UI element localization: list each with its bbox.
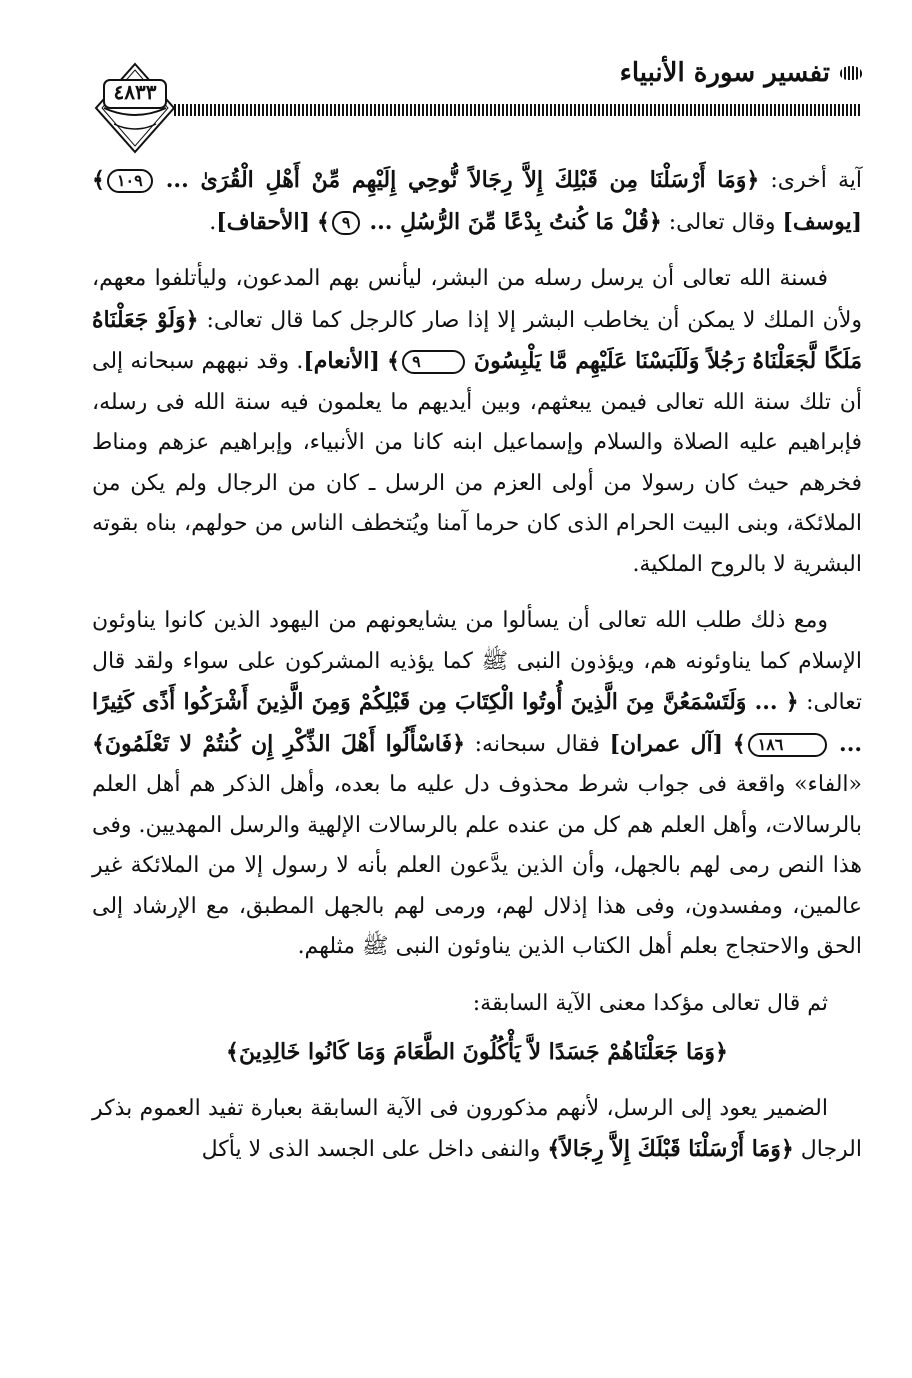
text: الضمير يعود إلى الرسل، لأنهم مذكورون فى الآية السابقة بعبارة تفيد العموم بذكر الرجال <box>92 1095 862 1162</box>
title-ornament-icon <box>840 66 862 80</box>
paragraph-1 <box>92 160 862 243</box>
text: . وقد نبههم سبحانه إلى أن تلك سنة الله تعالى فيمن يبعثهم، وبين أيديهم ما يعلمون فيه سنة الله فى رسله، فإبراهيم عليه الصلاة والسلام وإسماعيل ابنه كانا من الأنبياء، وإبراهيم عزهم ومناط فخرهم حيث كان رسولا من أولى العزم من الرسل ـ كان من الرجال ولم يكن من الملائكة، وبنى البيت الحرام الذى كان حرما آمنا ويُتخطف الناس من حولهم، بناه بقوته البشرية لا بالروح الملكية. <box>92 349 862 577</box>
paragraph-4-lead: ثم قال تعالى مؤكدا معنى الآية السابقة: <box>472 990 828 1016</box>
text: آية أخرى: <box>759 168 862 193</box>
quran-verse: ﴿وَمَا أَرْسَلْنَا مِن قَبْلِكَ إِلاَّ رِجَالاً نُّوحِي إِلَيْهِم مِّنْ أَهْلِ الْقُرَىٰ ... <box>165 167 760 193</box>
header-rule <box>174 104 862 116</box>
highlighted-verse: ﴿وَمَا جَعَلْنَاهُمْ جَسَدًا لاَّ يَأْكُلُونَ الطَّعَامَ وَمَا كَانُوا خَالِدِينَ﴾ <box>226 1039 728 1065</box>
ayah-number: ٩ <box>402 350 465 374</box>
verse-close-bracket: ﴾ <box>387 348 401 374</box>
text: والنفى داخل على الجسد الذى لا يأكل <box>201 1137 548 1162</box>
paragraph-3 <box>92 601 862 968</box>
surah-reference: [الأنعام] <box>303 348 380 374</box>
surah-reference: [آل عمران] <box>609 730 724 757</box>
surah-reference: [الأحقاف] <box>216 208 310 235</box>
text: «الفاء» واقعة فى جواب شرط محذوف دل عليه ما بعده، وأهل الذكر هم أهل العلم بالرسالات، وأهل العلم هم كل من عنده علم بالرسالات الإلهية والرسل المهديين. وفى هذا النص رمى لهم بالجهل، وأن الذين يدَّعون العلم بأنه لا رسول إلا من الملائكة غير عالمين، ومفسدون، وفى هذا إذلال لهم، ورمى لهم بالجهل المطبق، مع الإرشاد إلى الحق والاحتجاج بعلم أهل الكتاب الذين يناوئون النبى ﷺ مثلهم. <box>92 772 862 959</box>
quran-verse: ﴿وَلَوْ جَعَلْنَاهُ مَلَكًا لَّجَعَلْنَاهُ رَجُلاً وَلَلَبَسْنَا عَلَيْهِم مَّا يَلْبِسُونَ <box>92 306 863 374</box>
paragraph-5 <box>92 1089 862 1171</box>
badge-frame-icon <box>92 62 178 154</box>
quran-verse: ﴿ ... وَلَتَسْمَعُنَّ مِنَ الَّذِينَ أُوتُوا الْكِتَابَ مِن قَبْلِكُمْ وَمِنَ الَّذِينَ أَشْرَكُوا أَذًى كَثِيرًا ... <box>92 689 863 757</box>
quran-verse: ﴿فَاسْأَلُوا أَهْلَ الذِّكْرِ إِن كُنتُمْ لا تَعْلَمُونَ﴾ <box>92 730 465 757</box>
ayah-number: ١٨٦ <box>748 733 828 757</box>
quran-verse: ﴿وَمَا أَرْسَلْنَا قَبْلَكَ إِلاَّ رِجَالاً﴾ <box>547 1136 794 1162</box>
verse-close-bracket: ﴾ <box>92 167 105 193</box>
page-header <box>92 56 862 156</box>
running-title-text: تفسير سورة الأنبياء <box>619 58 830 88</box>
text: ومع ذلك طلب الله تعالى أن يسألوا من يشايعونهم من اليهود الذين كانوا يناوئون الإسلام كما يناوئونه هم، ويؤذون النبى ﷺ كما يؤذيه المشركون على سواء ولقد قال تعالى: <box>92 608 862 715</box>
surah-reference: [يوسف] <box>782 208 862 235</box>
verse-close-bracket: ﴾ <box>317 208 330 235</box>
page-number: ٤٨٣٣ <box>113 80 157 104</box>
running-title <box>620 58 862 88</box>
quran-verse: ﴿قُلْ مَا كُنتُ بِدْعًا مِّنَ الرُّسُلِ ... <box>369 208 662 235</box>
text: فسنة الله تعالى أن يرسل رسله من البشر، ليأنس بهم المدعون، وليأتلفوا معهم، ولأن الملك لا يمكن أن يخاطب البشر إلا إذا صار كالرجل كما قال تعالى: <box>92 266 863 333</box>
text: . <box>209 209 217 235</box>
text: فقال سبحانه: <box>465 731 610 757</box>
ayah-number: ١٠٩ <box>107 169 153 193</box>
text: وقال تعالى: <box>661 209 783 235</box>
paragraph-2 <box>92 259 862 585</box>
verse-close-bracket: ﴾ <box>732 730 746 757</box>
body-text <box>92 160 862 1187</box>
page-number-badge <box>92 62 178 154</box>
ayah-number: ٩ <box>332 211 361 235</box>
